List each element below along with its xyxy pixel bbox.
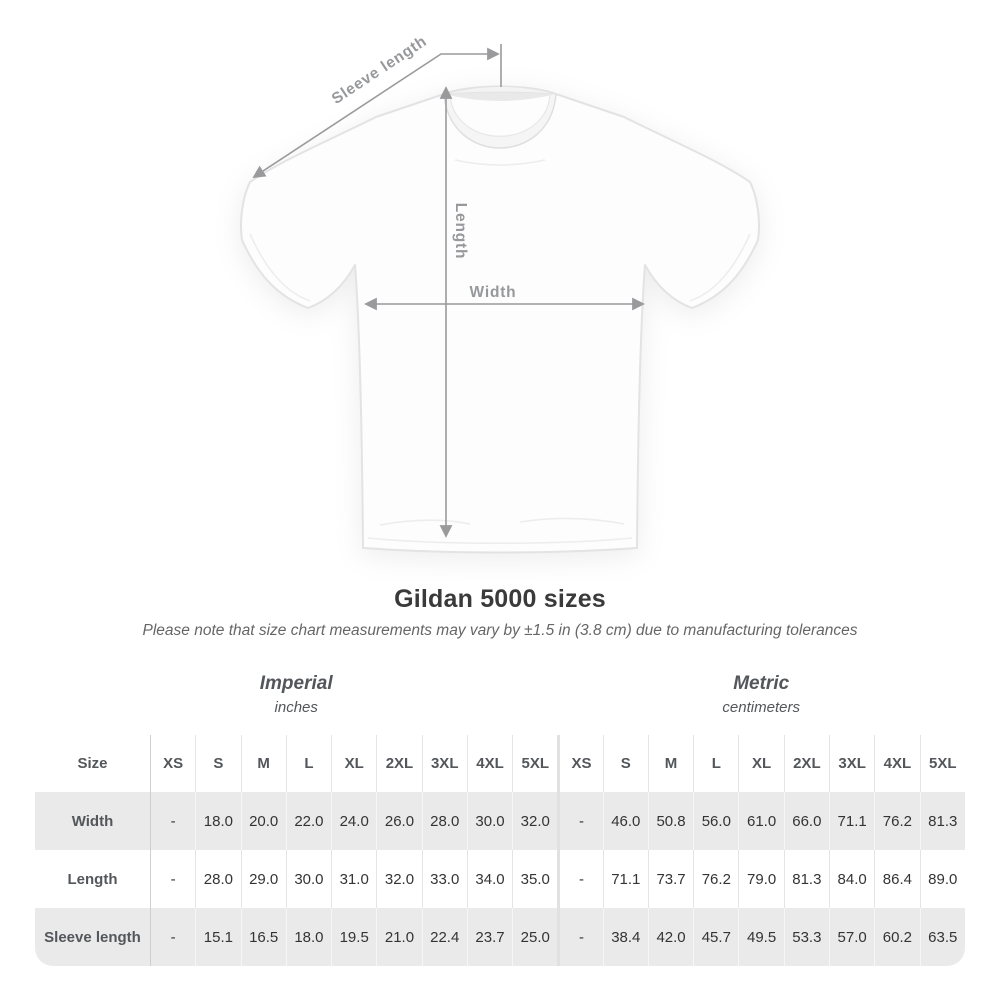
size-header: XS: [150, 735, 195, 792]
measurement-cell: 21.0: [376, 908, 421, 966]
measurement-cell: 16.5: [241, 908, 286, 966]
size-header-row: [35, 735, 965, 792]
unit-group-label: Metric: [733, 672, 790, 694]
measurement-cell: 26.0: [376, 792, 421, 850]
measurement-cell: 71.1: [829, 792, 874, 850]
tshirt-shape: [241, 87, 759, 553]
size-header: S: [603, 735, 648, 792]
measurement-cell: -: [557, 908, 602, 966]
unit-group-sublabel: centimeters: [722, 698, 800, 716]
width-label: Width: [469, 284, 517, 301]
measurement-cell: 32.0: [512, 792, 557, 850]
size-header: M: [648, 735, 693, 792]
unit-group-metric: [557, 656, 965, 735]
measurement-cell: 33.0: [422, 850, 467, 908]
measurement-cell: 86.4: [874, 850, 919, 908]
measurement-cell: 66.0: [784, 792, 829, 850]
row-label: Length: [35, 850, 150, 908]
measurement-cell: 23.7: [467, 908, 512, 966]
size-header: 2XL: [784, 735, 829, 792]
measurement-cell: 22.0: [286, 792, 331, 850]
unit-group-imperial: [35, 656, 557, 735]
unit-band-row: [35, 656, 965, 735]
measurement-cell: 56.0: [693, 792, 738, 850]
measurement-cell: 46.0: [603, 792, 648, 850]
size-header: 2XL: [376, 735, 421, 792]
measurement-cell: 18.0: [195, 792, 240, 850]
measurement-cell: 32.0: [376, 850, 421, 908]
size-header: 5XL: [512, 735, 557, 792]
measurement-cell: 28.0: [195, 850, 240, 908]
measurement-cell: 60.2: [874, 908, 919, 966]
measurement-cell: 81.3: [920, 792, 965, 850]
measurement-cell: 34.0: [467, 850, 512, 908]
size-table: [35, 656, 965, 966]
size-header: L: [286, 735, 331, 792]
row-label: Width: [35, 792, 150, 850]
size-header: S: [195, 735, 240, 792]
size-header: 4XL: [467, 735, 512, 792]
measurement-cell: 57.0: [829, 908, 874, 966]
measurement-cell: 35.0: [512, 850, 557, 908]
measurement-cell: 81.3: [784, 850, 829, 908]
size-header: 4XL: [874, 735, 919, 792]
size-header: 3XL: [829, 735, 874, 792]
measurement-row: [35, 908, 965, 966]
size-header: XS: [557, 735, 602, 792]
measurement-cell: 29.0: [241, 850, 286, 908]
measurement-cell: -: [150, 792, 195, 850]
measurement-cell: 50.8: [648, 792, 693, 850]
measurement-row: [35, 850, 965, 908]
measurement-cell: 30.0: [467, 792, 512, 850]
measurement-cell: 84.0: [829, 850, 874, 908]
measurement-row: [35, 792, 965, 850]
measurement-cell: 20.0: [241, 792, 286, 850]
size-header: M: [241, 735, 286, 792]
measurement-cell: 18.0: [286, 908, 331, 966]
measurement-cell: 24.0: [331, 792, 376, 850]
measurement-cell: -: [150, 850, 195, 908]
row-label: Sleeve length: [35, 908, 150, 966]
unit-group-label: Imperial: [259, 672, 333, 694]
measurement-cell: 28.0: [422, 792, 467, 850]
measurement-cell: -: [557, 792, 602, 850]
size-header: 3XL: [422, 735, 467, 792]
measurement-cell: 15.1: [195, 908, 240, 966]
unit-group-sublabel: inches: [274, 698, 318, 716]
measurement-cell: 49.5: [738, 908, 783, 966]
page-title: Gildan 5000 sizes: [394, 585, 606, 613]
measurement-cell: 19.5: [331, 908, 376, 966]
measurement-cell: 45.7: [693, 908, 738, 966]
measurement-cell: 31.0: [331, 850, 376, 908]
measurement-cell: -: [557, 850, 602, 908]
measurement-cell: 63.5: [920, 908, 965, 966]
size-header: L: [693, 735, 738, 792]
measurement-cell: 53.3: [784, 908, 829, 966]
measurement-cell: 89.0: [920, 850, 965, 908]
tolerance-note: Please note that size chart measurements may vary by ±1.5 in (3.8 cm) due to manufacturing tolerances: [142, 622, 858, 639]
size-column-header: Size: [35, 735, 150, 792]
measurement-cell: 79.0: [738, 850, 783, 908]
length-label: Length: [452, 202, 469, 260]
size-header: 5XL: [920, 735, 965, 792]
measurement-cell: 25.0: [512, 908, 557, 966]
measurement-cell: 42.0: [648, 908, 693, 966]
size-header: XL: [331, 735, 376, 792]
measurement-cell: 71.1: [603, 850, 648, 908]
measurement-cell: -: [150, 908, 195, 966]
measurement-cell: 73.7: [648, 850, 693, 908]
sleeve-length-label: Sleeve length: [328, 32, 431, 108]
measurement-cell: 22.4: [422, 908, 467, 966]
measurement-cell: 76.2: [693, 850, 738, 908]
size-header: XL: [738, 735, 783, 792]
measurement-cell: 30.0: [286, 850, 331, 908]
measurement-cell: 61.0: [738, 792, 783, 850]
measurement-cell: 76.2: [874, 792, 919, 850]
measurement-cell: 38.4: [603, 908, 648, 966]
